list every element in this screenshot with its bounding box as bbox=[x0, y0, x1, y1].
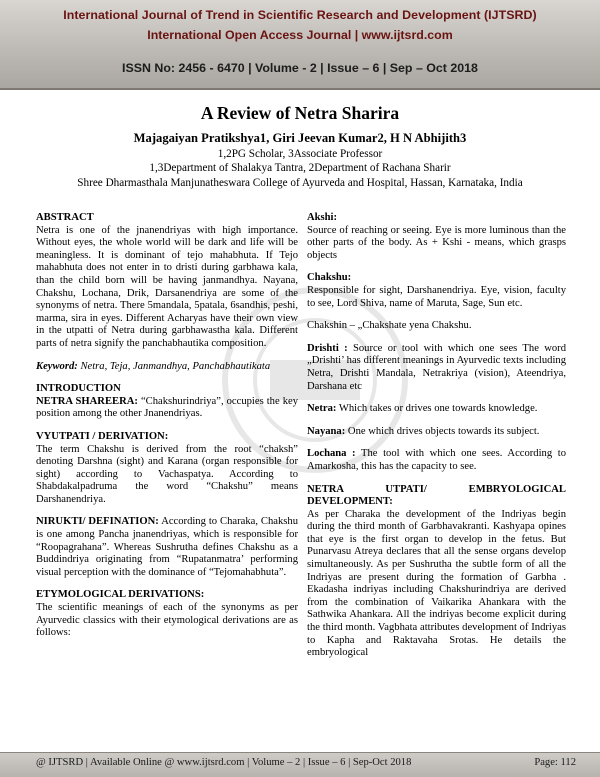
etymology-heading: ETYMOLOGICAL DERIVATIONS: bbox=[36, 589, 205, 601]
affiliation-institution: Shree Dharmasthala Manjunatheswara College of Ayurveda and Hospital, Hassan, Karnataka, India bbox=[77, 177, 523, 189]
drishti-text: Source or tool with which one sees The word „Drishti’ has different meanings in Ayurvedic texts including Netra, Drishti Mandala, Netrakriya (vision), Ateendriya, Darshana etc bbox=[307, 342, 566, 392]
journal-name: International Journal of Trend in Scientific Research and Development (IJTSRD) bbox=[63, 8, 537, 22]
netra-paragraph bbox=[307, 403, 566, 416]
chakshu-text: Responsible for sight, Darshanendriya. Eye, vision, faculty to see, Lord Shiva, name of Maruta, Sage, Sun etc. bbox=[307, 284, 566, 309]
affiliation-departments: 1,3Department of Shalakya Tantra, 2Department of Rachana Sharir bbox=[149, 162, 451, 174]
left-column bbox=[36, 212, 298, 650]
lochana-paragraph bbox=[307, 448, 566, 473]
nayana-paragraph bbox=[307, 426, 566, 439]
drishti-label: Drishti : bbox=[307, 342, 348, 354]
utpati-text: As per Charaka the development of the Indriyas begin during the third month of Garbhavakranti. Kashyapa opines that eye is the first organ to develop in the fetus. But Punarvasu Atreya declares that all the sense organs develop simultaneously. As per Sushrutha the subtle form of all the Indriyas are present during the formation of Garbha . Ekadasha indriyas including Chakshurindriya are derived from the combination of Vaikarika Ahankara with the Sathwika Ahankara. All the indriyas become explicit during the third month. Vagbhata attributes development of Indriyas to Kapha and Raktavaha Srotas. He details the embryological bbox=[307, 508, 566, 659]
introduction-heading: INTRODUCTION bbox=[36, 383, 121, 395]
netra-text: Which takes or drives one towards knowledge. bbox=[336, 403, 538, 415]
nirukti-label: NIRUKTI/ DEFINATION: bbox=[36, 516, 159, 528]
nayana-label: Nayana: bbox=[307, 425, 346, 437]
nirukti-paragraph bbox=[36, 516, 298, 579]
introduction-paragraph bbox=[36, 396, 298, 421]
author-list: Majagaiyan Pratikshya1, Giri Jeevan Kumar2, H N Abhijith3 bbox=[133, 131, 467, 145]
footer-citation: @ IJTSRD | Available Online @ www.ijtsrd.com | Volume – 2 | Issue – 6 | Sep-Oct 2018 bbox=[36, 757, 412, 768]
akshi-heading: Akshi: bbox=[307, 212, 338, 223]
nayana-text: One which drives objects towards its subject. bbox=[345, 425, 540, 437]
chakshin-text: Chakshin – „Chakshate yena Chakshu. bbox=[307, 320, 472, 332]
netra-shareera-label: NETRA SHAREERA: bbox=[36, 395, 138, 407]
vyutpati-heading: VYUTPATI / DERIVATION: bbox=[36, 430, 169, 442]
etymology-text: The scientific meanings of each of the synonyms as per Ayurvedic classics with their etymological derivations are as follows: bbox=[36, 602, 298, 639]
abstract-text: Netra is one of the jnanendriyas with high importance. Without eyes, the whole world will be dark and life will be meaningless. It is dominant of tejo mahabhuta. If Tejo mahabhuta does not enter in to dristi during garbhawa kala, than the child born will be having janmandhya. Nayana, Chakshu, Lochana, Drik, Darsanendriya are some of the synonyms of netra. There 5mandala, 5patala, 6sandhis, peshi, marma, sira in eyes. Different Acharyas have their own view in the utpatti of Netra during garbhawastha kala. Different parts of netra signify the panchabhautika composition. bbox=[36, 224, 298, 349]
lochana-text: The tool with which one sees. According to Amarkosha, this has the capacity to see. bbox=[307, 448, 566, 472]
keywords-paragraph bbox=[36, 361, 298, 374]
nirukti-text: According to Charaka, Chakshu is one among Pancha jnanendriyas, which is responsible for “Roopagrahana”. Whereas Sushrutha defines Chakshu as a Buddindriya originating from “Rupatanmatra’ performing visual perception with the dominance of “Tejomahabhuta”. bbox=[36, 516, 298, 578]
journal-subtitle: International Open Access Journal | www.ijtsrd.com bbox=[147, 28, 453, 42]
issn-line: ISSN No: 2456 - 6470 | Volume - 2 | Issue – 6 | Sep – Oct 2018 bbox=[122, 61, 478, 75]
netra-label: Netra: bbox=[307, 403, 337, 415]
keywords-label: Keyword: bbox=[36, 360, 78, 372]
drishti-paragraph bbox=[307, 343, 566, 393]
paper-title: A Review of Netra Sharira bbox=[200, 103, 400, 123]
akshi-text: Source of reaching or seeing. Eye is more luminous than the other parts of the body. As + Kshi - means, which grasps objects bbox=[307, 224, 566, 261]
chakshu-heading: Chakshu: bbox=[307, 272, 352, 284]
lochana-label: Lochana : bbox=[307, 448, 356, 460]
affiliation-roles: 1,2PG Scholar, 3Associate Professor bbox=[217, 148, 383, 160]
keywords-text: Netra, Teja, Janmandhya, Panchabhautikata bbox=[80, 360, 271, 372]
abstract-heading: ABSTRACT bbox=[36, 212, 94, 223]
vyutpati-text: The term Chakshu is derived from the root “chaksh” denoting Darshna (sight) and Karana (organ responsible for sight) according to Vachaspatya. According to Shabdakalpadruma the word “Chakshu” means Darshanendriya. bbox=[36, 443, 298, 505]
right-column bbox=[307, 212, 566, 670]
introduction-text: “Chakshurindriya”, occupies the key position among the other Jnanendriyas. bbox=[36, 395, 298, 420]
utpati-heading: NETRA UTPATI/ EMBRYOLOGICAL DEVELOPMENT: bbox=[307, 483, 566, 508]
page-number: Page: 112 bbox=[534, 757, 576, 768]
